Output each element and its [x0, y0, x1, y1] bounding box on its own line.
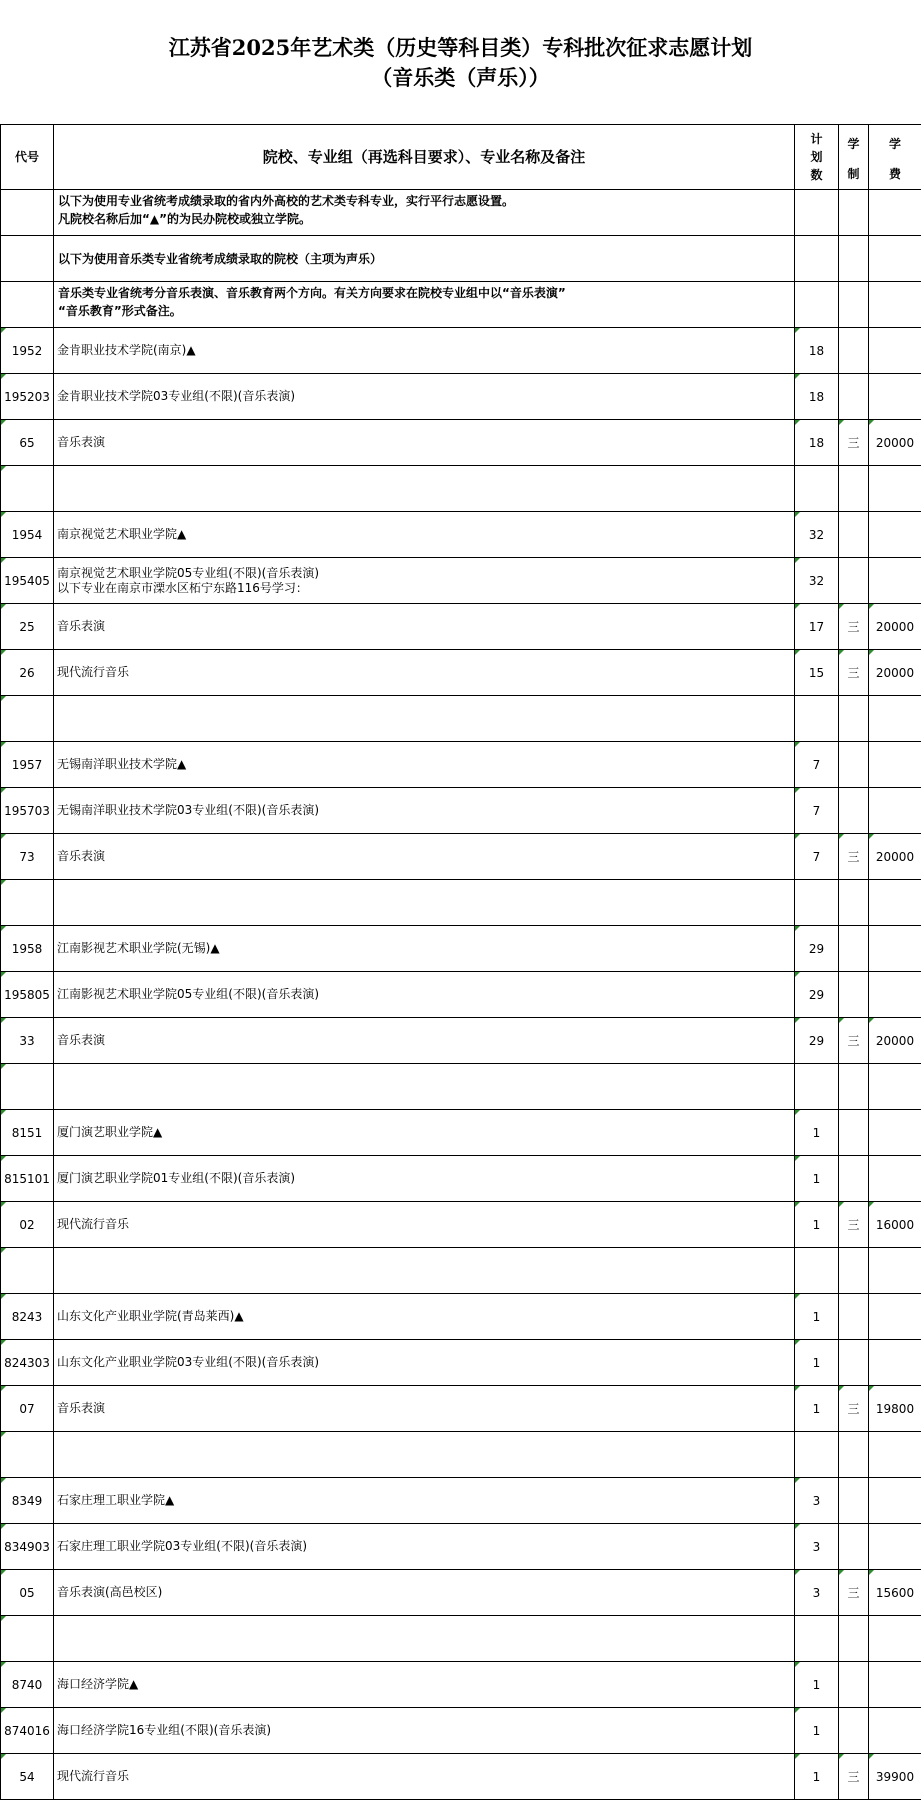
- page-title: [0, 33, 921, 93]
- row-name: 金肯职业技术学院(南京)▲: [54, 328, 795, 374]
- row-name: 现代流行音乐: [54, 1202, 795, 1248]
- row-years: 三: [839, 1570, 869, 1616]
- row-code: 874016: [1, 1708, 54, 1754]
- row-name: 音乐表演: [54, 1018, 795, 1064]
- row-fee: 39900: [869, 1754, 921, 1800]
- header-years-char-2: 制: [839, 159, 868, 189]
- row-years: 三: [839, 604, 869, 650]
- row-years: 三: [839, 834, 869, 880]
- row-years: [839, 1524, 869, 1570]
- row-fee: 16000: [869, 1202, 921, 1248]
- row-code: 8243: [1, 1294, 54, 1340]
- table-row: [1, 1570, 921, 1616]
- row-code: 73: [1, 834, 54, 880]
- row-code: 54: [1, 1754, 54, 1800]
- table-row: [1, 788, 921, 834]
- row-plan: 3: [795, 1478, 839, 1524]
- row-plan: 18: [795, 420, 839, 466]
- table-row: [1, 1340, 921, 1386]
- row-plan: 1: [795, 1708, 839, 1754]
- row-fee: [869, 1708, 921, 1754]
- row-fee: [869, 788, 921, 834]
- row-years: [839, 1110, 869, 1156]
- row-name-line-1: 南京视觉艺术职业学院05专业组(不限)(音乐表演): [57, 566, 794, 581]
- row-plan: 3: [795, 1524, 839, 1570]
- title-line-1: 江苏省2025年艺术类（历史等科目类）专科批次征求志愿计划: [0, 33, 921, 63]
- spacer-row: [1, 1616, 921, 1662]
- row-name: 山东文化产业职业学院(青岛莱西)▲: [54, 1294, 795, 1340]
- row-code: 1952: [1, 328, 54, 374]
- header-plan: [795, 125, 839, 190]
- row-fee: [869, 1340, 921, 1386]
- header-fee-char-2: 费: [869, 159, 921, 189]
- table-row: [1, 1478, 921, 1524]
- row-code: 8151: [1, 1110, 54, 1156]
- row-name: 海口经济学院16专业组(不限)(音乐表演): [54, 1708, 795, 1754]
- table-row: [1, 1754, 921, 1800]
- row-plan: 18: [795, 328, 839, 374]
- row-years: [839, 558, 869, 604]
- table-row: [1, 558, 921, 604]
- table-row: [1, 374, 921, 420]
- table-row: [1, 1386, 921, 1432]
- row-years: [839, 1478, 869, 1524]
- header-fee: [869, 125, 921, 190]
- header-name: 院校、专业组（再选科目要求）、专业名称及备注: [54, 125, 795, 190]
- row-years: [839, 788, 869, 834]
- row-code: 8740: [1, 1662, 54, 1708]
- row-code: 07: [1, 1386, 54, 1432]
- row-fee: [869, 1110, 921, 1156]
- row-years: 三: [839, 650, 869, 696]
- spacer-row: [1, 696, 921, 742]
- table-row: [1, 512, 921, 558]
- table-row: [1, 328, 921, 374]
- note-1-line-2: 凡院校名称后加“▲”的为民办院校或独立学院。: [58, 210, 794, 228]
- row-plan: 29: [795, 972, 839, 1018]
- row-name: 南京视觉艺术职业学院▲: [54, 512, 795, 558]
- row-code: 195203: [1, 374, 54, 420]
- row-years: 三: [839, 1018, 869, 1064]
- note-row-2: [1, 236, 921, 282]
- row-years: [839, 512, 869, 558]
- row-plan: 29: [795, 1018, 839, 1064]
- row-code: 834903: [1, 1524, 54, 1570]
- header-fee-char-1: 学: [869, 129, 921, 159]
- row-plan: 1: [795, 1340, 839, 1386]
- row-plan: 7: [795, 788, 839, 834]
- row-name-line-2: 以下专业在南京市溧水区柘宁东路116号学习：: [57, 581, 794, 596]
- row-name: 现代流行音乐: [54, 1754, 795, 1800]
- row-plan: 1: [795, 1754, 839, 1800]
- row-fee: 20000: [869, 604, 921, 650]
- spacer-row: [1, 466, 921, 512]
- row-years: 三: [839, 1202, 869, 1248]
- row-years: [839, 1156, 869, 1202]
- row-plan: 7: [795, 834, 839, 880]
- row-years: [839, 374, 869, 420]
- header-code: 代号: [1, 125, 54, 190]
- table-row: [1, 972, 921, 1018]
- row-code: 1958: [1, 926, 54, 972]
- row-years: 三: [839, 1754, 869, 1800]
- table-row: [1, 420, 921, 466]
- table-row: [1, 834, 921, 880]
- spacer-row: [1, 1248, 921, 1294]
- row-code: 815101: [1, 1156, 54, 1202]
- row-fee: [869, 328, 921, 374]
- row-name: 厦门演艺职业学院01专业组(不限)(音乐表演): [54, 1156, 795, 1202]
- table-row: [1, 1294, 921, 1340]
- header-years-char-1: 学: [839, 129, 868, 159]
- table-row: [1, 1708, 921, 1754]
- row-code: 65: [1, 420, 54, 466]
- row-fee: [869, 374, 921, 420]
- header-plan-char-1: 计: [795, 130, 838, 148]
- row-fee: 20000: [869, 650, 921, 696]
- table-row: [1, 742, 921, 788]
- note-2-text: 以下为使用音乐类专业省统考成绩录取的院校（主项为声乐）: [58, 252, 382, 266]
- row-fee: [869, 972, 921, 1018]
- table-row: [1, 926, 921, 972]
- table-row: [1, 604, 921, 650]
- row-fee: [869, 742, 921, 788]
- row-fee: [869, 558, 921, 604]
- row-plan: 1: [795, 1662, 839, 1708]
- row-years: [839, 1340, 869, 1386]
- row-years: [839, 1708, 869, 1754]
- row-plan: 3: [795, 1570, 839, 1616]
- row-plan: 1: [795, 1202, 839, 1248]
- row-fee: 20000: [869, 1018, 921, 1064]
- row-years: 三: [839, 1386, 869, 1432]
- table-row: [1, 1524, 921, 1570]
- row-name: 音乐表演: [54, 604, 795, 650]
- row-code: 05: [1, 1570, 54, 1616]
- row-plan: 15: [795, 650, 839, 696]
- row-name: 音乐表演: [54, 420, 795, 466]
- row-fee: [869, 512, 921, 558]
- row-plan: 29: [795, 926, 839, 972]
- row-fee: [869, 1294, 921, 1340]
- row-years: [839, 972, 869, 1018]
- row-years: [839, 742, 869, 788]
- header-plan-char-3: 数: [795, 166, 838, 184]
- header-plan-char-2: 划: [795, 148, 838, 166]
- row-fee: [869, 1478, 921, 1524]
- row-plan: 1: [795, 1110, 839, 1156]
- title-line-2: （音乐类（声乐））: [0, 63, 921, 93]
- row-fee: [869, 1524, 921, 1570]
- row-plan: 1: [795, 1386, 839, 1432]
- row-name: 石家庄理工职业学院▲: [54, 1478, 795, 1524]
- row-plan: 18: [795, 374, 839, 420]
- row-name: 海口经济学院▲: [54, 1662, 795, 1708]
- row-plan: 32: [795, 512, 839, 558]
- row-fee: 20000: [869, 420, 921, 466]
- table-row: [1, 1018, 921, 1064]
- spacer-row: [1, 1432, 921, 1478]
- row-code: 25: [1, 604, 54, 650]
- row-code: 195405: [1, 558, 54, 604]
- row-code: 02: [1, 1202, 54, 1248]
- table-header-row: [1, 125, 921, 190]
- row-name: 厦门演艺职业学院▲: [54, 1110, 795, 1156]
- row-years: [839, 328, 869, 374]
- note-3-line-1: 音乐类专业省统考分音乐表演、音乐教育两个方向。有关方向要求在院校专业组中以“音乐表演”: [58, 284, 794, 302]
- row-name: 石家庄理工职业学院03专业组(不限)(音乐表演): [54, 1524, 795, 1570]
- note-3-line-2: “音乐教育”形式备注。: [58, 302, 794, 320]
- spacer-row: [1, 1064, 921, 1110]
- row-code: 8349: [1, 1478, 54, 1524]
- row-plan: 1: [795, 1294, 839, 1340]
- table-row: [1, 650, 921, 696]
- enrollment-plan-table: [0, 124, 921, 1800]
- row-code: 1954: [1, 512, 54, 558]
- row-fee: [869, 1662, 921, 1708]
- row-code: 26: [1, 650, 54, 696]
- note-3: [54, 282, 795, 328]
- table-row: [1, 1110, 921, 1156]
- row-plan: 17: [795, 604, 839, 650]
- row-code: 195805: [1, 972, 54, 1018]
- row-plan: 7: [795, 742, 839, 788]
- row-years: 三: [839, 420, 869, 466]
- row-name: 无锡南洋职业技术学院03专业组(不限)(音乐表演): [54, 788, 795, 834]
- note-row-3: [1, 282, 921, 328]
- row-code: 824303: [1, 1340, 54, 1386]
- note-1-line-1: 以下为使用专业省统考成绩录取的省内外高校的艺术类专科专业，实行平行志愿设置。: [58, 192, 794, 210]
- row-name: 音乐表演(高邑校区): [54, 1570, 795, 1616]
- row-name: [54, 558, 795, 604]
- row-plan: 1: [795, 1156, 839, 1202]
- row-years: [839, 1662, 869, 1708]
- row-name: 江南影视艺术职业学院(无锡)▲: [54, 926, 795, 972]
- row-fee: 19800: [869, 1386, 921, 1432]
- row-name: 山东文化产业职业学院03专业组(不限)(音乐表演): [54, 1340, 795, 1386]
- row-name: 音乐表演: [54, 1386, 795, 1432]
- row-fee: 15600: [869, 1570, 921, 1616]
- table-row: [1, 1662, 921, 1708]
- table-row: [1, 1156, 921, 1202]
- header-years: [839, 125, 869, 190]
- row-code: 33: [1, 1018, 54, 1064]
- row-name: 音乐表演: [54, 834, 795, 880]
- row-years: [839, 926, 869, 972]
- table-row: [1, 1202, 921, 1248]
- row-fee: [869, 926, 921, 972]
- row-name: 江南影视艺术职业学院05专业组(不限)(音乐表演): [54, 972, 795, 1018]
- note-1: [54, 190, 795, 236]
- row-years: [839, 1294, 869, 1340]
- row-name: 金肯职业技术学院03专业组(不限)(音乐表演): [54, 374, 795, 420]
- row-plan: 32: [795, 558, 839, 604]
- row-name: 现代流行音乐: [54, 650, 795, 696]
- row-code: 1957: [1, 742, 54, 788]
- spacer-row: [1, 880, 921, 926]
- row-code: 195703: [1, 788, 54, 834]
- note-2: [54, 236, 795, 282]
- row-fee: [869, 1156, 921, 1202]
- note-row-1: [1, 190, 921, 236]
- row-fee: 20000: [869, 834, 921, 880]
- row-name: 无锡南洋职业技术学院▲: [54, 742, 795, 788]
